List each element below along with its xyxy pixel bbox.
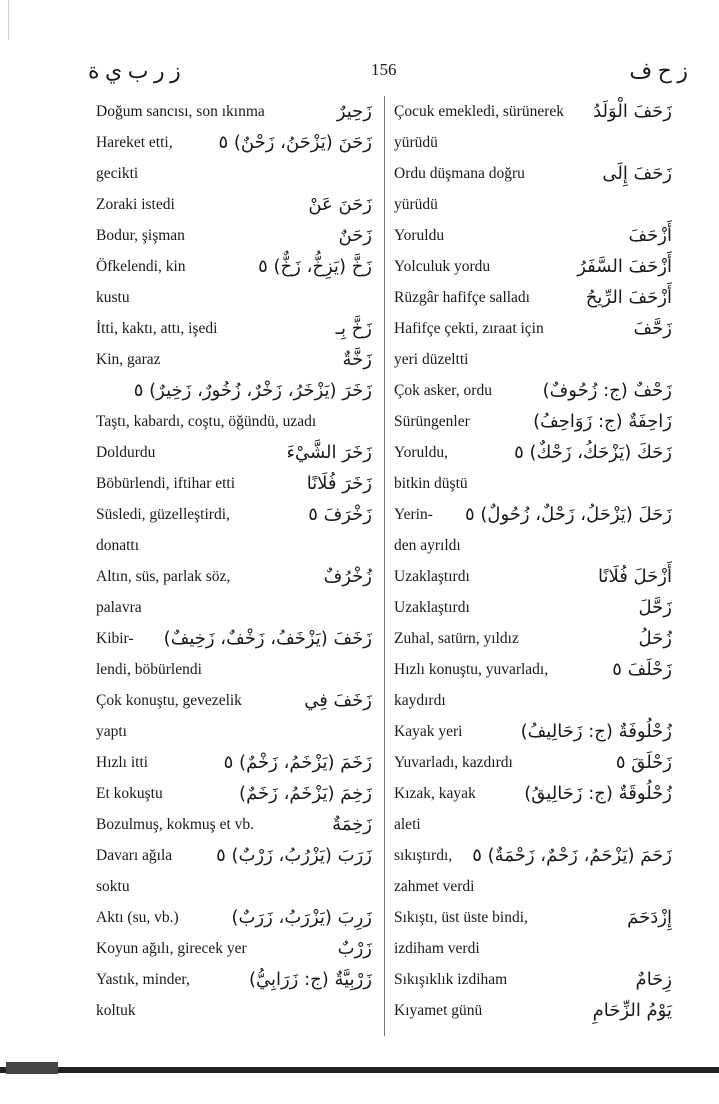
- turkish-definition: Kızak, kayak: [394, 785, 476, 802]
- arabic-headword: زَرَبَ (يَزْرُبُ، زَرْبٌ) ٥: [216, 845, 372, 866]
- turkish-definition: Altın, süs, parlak söz,: [96, 568, 231, 585]
- arabic-headword: زَحَفَ إِلَى: [602, 163, 672, 184]
- arabic-headword: زَخَّ بِـ: [335, 318, 372, 339]
- turkish-definition: lendi, böbürlendi: [96, 661, 202, 678]
- turkish-definition: Aktı (su, vb.): [96, 909, 179, 926]
- arabic-headword: زَخْرَفَ ٥: [308, 504, 372, 525]
- arabic-headword: زَحَّفَ: [633, 318, 672, 339]
- dictionary-entry-row: [394, 716, 672, 747]
- arabic-headword: زَخَّةٌ: [342, 349, 372, 370]
- dictionary-entry-row: [96, 561, 372, 592]
- dictionary-entry-row: [394, 809, 672, 840]
- arabic-headword: زَحَكَ (يَزْحَكُ، زَحْكٌ) ٥: [514, 442, 672, 463]
- turkish-definition: Sıkıştı, üst üste bindi,: [394, 909, 528, 926]
- dictionary-entry-row: [394, 995, 672, 1026]
- turkish-definition: yürüdü: [394, 196, 438, 213]
- arabic-headword: زَاحِفَةٌ (ج: زَوَاحِفُ): [533, 411, 672, 432]
- dictionary-entry-row: [394, 406, 672, 437]
- turkish-definition: Zuhal, satürn, yıldız: [394, 630, 519, 647]
- page-number: 156: [371, 60, 397, 79]
- turkish-definition: gecikti: [96, 165, 139, 182]
- dictionary-entry-row: [394, 189, 672, 220]
- scan-mark: [6, 1062, 58, 1074]
- dictionary-entry-row: [96, 313, 372, 344]
- arabic-headword: أَزْحَفَ الرِّيحُ: [585, 287, 672, 308]
- turkish-definition: Doldurdu: [96, 444, 156, 461]
- turkish-definition: zahmet verdi: [394, 878, 475, 895]
- arabic-headword: زَخَرَ الشَّيْءَ: [286, 442, 372, 463]
- page-header: [88, 58, 688, 88]
- arabic-headword: زِحَامٌ: [635, 969, 672, 990]
- turkish-definition: Öfkelendi, kin: [96, 258, 186, 275]
- turkish-definition: Çok asker, ordu: [394, 382, 492, 399]
- arabic-headword: زَخَّ (يَزِخُّ، زَخٌّ) ٥: [258, 256, 372, 277]
- dictionary-entry-row: [96, 778, 372, 809]
- arabic-headword: زَحْلَقَ ٥: [615, 752, 672, 773]
- turkish-definition: Hızlı itti: [96, 754, 149, 771]
- left-column: [96, 96, 372, 1026]
- turkish-definition: Yuvarladı, kazdırdı: [394, 754, 513, 771]
- dictionary-entry-row: [96, 902, 372, 933]
- turkish-definition: Yolculuk yordu: [394, 258, 491, 275]
- turkish-definition: yürüdü: [394, 134, 438, 151]
- turkish-definition: Doğum sancısı, son ıkınma: [96, 103, 265, 120]
- arabic-headword: أَزْحَلَ فُلَانًا: [597, 566, 672, 587]
- bottom-border: [0, 1067, 719, 1073]
- turkish-definition: Kin, garaz: [96, 351, 161, 368]
- turkish-definition: Yoruldu,: [394, 444, 448, 461]
- turkish-definition: palavra: [96, 599, 142, 616]
- turkish-definition: Yerin-: [394, 506, 433, 523]
- turkish-definition: den ayrıldı: [394, 537, 461, 554]
- arabic-headword: زَخَفَ (يَزْخَفُ، زَخْفٌ، زَخِيفٌ): [163, 628, 372, 649]
- turkish-definition: sıkıştırdı,: [394, 847, 453, 864]
- arabic-headword: زَرِبَ (يَزْرَبُ، زَرَبٌ): [231, 907, 372, 928]
- turkish-definition: Yoruldu: [394, 227, 445, 244]
- dictionary-entry-row: [394, 623, 672, 654]
- arabic-headword: زَرْبِيَّةٌ (ج: زَرَابِيُّ): [248, 969, 372, 990]
- dictionary-entry-row: [96, 530, 372, 561]
- dictionary-entry-row: [96, 685, 372, 716]
- dictionary-entry-row: [394, 437, 672, 468]
- turkish-definition: Uzaklaştırdı: [394, 599, 470, 616]
- dictionary-entry-row: [394, 933, 672, 964]
- arabic-headword: زَحِيرٌ: [336, 101, 372, 122]
- dictionary-entry-row: [394, 964, 672, 995]
- dictionary-entry-row: [96, 654, 372, 685]
- dictionary-entry-row: [394, 499, 672, 530]
- dictionary-entry-row: [394, 654, 672, 685]
- dictionary-entry-row: [394, 375, 672, 406]
- dictionary-entry-row: [96, 96, 372, 127]
- turkish-definition: Et kokuştu: [96, 785, 163, 802]
- turkish-definition: Kıyamet günü: [394, 1002, 483, 1019]
- arabic-headword: زُحْلُوفَةٌ (ج: زَحَالِيفُ): [520, 721, 672, 742]
- turkish-definition: Uzaklaştırdı: [394, 568, 470, 585]
- right-column: [394, 96, 672, 1026]
- arabic-headword: إِزْدَحَمَ: [627, 907, 672, 928]
- turkish-definition: donattı: [96, 537, 140, 554]
- turkish-definition: soktu: [96, 878, 130, 895]
- turkish-definition: Rüzgâr hafifçe salladı: [394, 289, 530, 306]
- turkish-definition: kaydırdı: [394, 692, 446, 709]
- arabic-headword: زُحَلُ: [638, 628, 672, 649]
- turkish-definition: Süsledi, güzelleştirdi,: [96, 506, 230, 523]
- dictionary-entry-row: [394, 871, 672, 902]
- dictionary-entry-row: [96, 344, 372, 375]
- turkish-definition: İtti, kaktı, attı, işedi: [96, 320, 218, 337]
- dictionary-entry-row: [96, 995, 372, 1026]
- turkish-definition: Taştı, kabardı, coştu, öğündü, uzadı: [96, 413, 317, 430]
- arabic-headword: زَخِمَةٌ: [332, 814, 372, 835]
- dictionary-entry-row: [96, 282, 372, 313]
- dictionary-entry-row: [96, 840, 372, 871]
- arabic-headword: أَزْحَفَ: [628, 225, 672, 246]
- dictionary-entry-row: [394, 158, 672, 189]
- arabic-headword: يَوْمُ الزِّحَامِ: [592, 1000, 672, 1021]
- arabic-headword: زُحْلُوقَةٌ (ج: زَحَالِيقُ): [524, 783, 672, 804]
- turkish-definition: Yastık, minder,: [96, 971, 190, 988]
- dictionary-entry-row: [394, 902, 672, 933]
- turkish-definition: Böbürlendi, iftihar etti: [96, 475, 236, 492]
- turkish-definition: Hareket etti,: [96, 134, 173, 151]
- margin-line: [8, 0, 9, 40]
- turkish-definition: Koyun ağılı, girecek yer: [96, 940, 247, 957]
- dictionary-entry-row: [96, 716, 372, 747]
- dictionary-entry-row: [394, 561, 672, 592]
- dictionary-entry-row: [96, 809, 372, 840]
- arabic-headword: زَحْفٌ (ج: زُحُوفٌ): [542, 380, 672, 401]
- arabic-headword: زَحَفَ الْوَلَدُ: [593, 101, 672, 122]
- dictionary-entry-row: [394, 127, 672, 158]
- arabic-headword: زَخَمَ (يَزْخَمُ، زَخْمٌ) ٥: [223, 752, 372, 773]
- dictionary-entry-row: [96, 871, 372, 902]
- dictionary-entry-row: [394, 747, 672, 778]
- dictionary-entry-row: [96, 406, 372, 437]
- column-divider: [384, 96, 385, 1036]
- dictionary-entry-row: [96, 437, 372, 468]
- dictionary-entry-row: [96, 933, 372, 964]
- arabic-headword: زَحَمَ (يَزْحَمُ، زَحْمٌ، زَحْمَةٌ) ٥: [472, 845, 672, 866]
- turkish-definition: Zoraki istedi: [96, 196, 175, 213]
- arabic-headword: زَحَلَ (يَزْحَلُ، زَحْلٌ، زُحُولٌ) ٥: [464, 504, 672, 525]
- arabic-headword: زَحَنَ (يَزْحَنُ، زَحْنٌ) ٥: [218, 132, 372, 153]
- arabic-headword: زَخِمَ (يَزْخَمُ، زَخَمٌ): [239, 783, 372, 804]
- arabic-headword: أَزْحَفَ السَّفَرُ: [577, 256, 672, 277]
- arabic-headword: زَحْلَفَ ٥: [612, 659, 672, 680]
- dictionary-entry-row: [394, 530, 672, 561]
- dictionary-entry-row: [96, 747, 372, 778]
- arabic-headword: زَرْبٌ: [337, 938, 372, 959]
- dictionary-entry-row: [394, 685, 672, 716]
- dictionary-entry-row: [394, 96, 672, 127]
- arabic-headword: زَحَنٌ: [338, 225, 372, 246]
- dictionary-entry-row: [96, 468, 372, 499]
- turkish-definition: bitkin düştü: [394, 475, 468, 492]
- dictionary-entry-row: [96, 375, 372, 406]
- dictionary-entry-row: [394, 313, 672, 344]
- turkish-definition: Bozulmuş, kokmuş et vb.: [96, 816, 255, 833]
- dictionary-entry-row: [394, 840, 672, 871]
- turkish-definition: yeri düzeltti: [394, 351, 469, 368]
- dictionary-entry-row: [96, 127, 372, 158]
- dictionary-entry-row: [96, 499, 372, 530]
- dictionary-entry-row: [394, 592, 672, 623]
- dictionary-entry-row: [394, 251, 672, 282]
- turkish-definition: Çocuk emekledi, sürünerek: [394, 103, 565, 120]
- arabic-headword: زَحَّلَ: [638, 597, 672, 618]
- turkish-definition: izdiham verdi: [394, 940, 480, 957]
- dictionary-entry-row: [96, 251, 372, 282]
- dictionary-entry-row: [394, 282, 672, 313]
- turkish-definition: Kayak yeri: [394, 723, 463, 740]
- arabic-headword: زُخْرُفٌ: [323, 566, 372, 587]
- dictionary-entry-row: [96, 592, 372, 623]
- turkish-definition: aleti: [394, 816, 421, 833]
- header-right-letters: ز ح ف: [629, 58, 688, 83]
- turkish-definition: yaptı: [96, 723, 127, 740]
- arabic-headword: زَخَرَ فُلَانًا: [306, 473, 372, 494]
- arabic-headword: زَحَنَ عَنْ: [308, 194, 372, 215]
- turkish-definition: Kibir-: [96, 630, 134, 647]
- dictionary-entry-row: [96, 158, 372, 189]
- dictionary-entry-row: [96, 964, 372, 995]
- turkish-definition: Hafifçe çekti, zıraat için: [394, 320, 544, 337]
- turkish-definition: Bodur, şişman: [96, 227, 185, 244]
- turkish-definition: kustu: [96, 289, 130, 306]
- turkish-definition: Çok konuştu, gevezelik: [96, 692, 242, 709]
- turkish-definition: Hızlı konuştu, yuvarladı,: [394, 661, 549, 678]
- dictionary-entry-row: [394, 344, 672, 375]
- dictionary-entry-row: [394, 468, 672, 499]
- arabic-headword: زَخَرَ (يَزْخَرُ، زَخْرٌ، زُخُورٌ، زَخِيرٌ) ٥: [133, 380, 372, 401]
- turkish-definition: koltuk: [96, 1002, 136, 1019]
- turkish-definition: Sürüngenler: [394, 413, 470, 430]
- turkish-definition: Ordu düşmana doğru: [394, 165, 525, 182]
- header-left-letters: ز ر ب ي ة: [88, 58, 181, 83]
- dictionary-entry-row: [96, 220, 372, 251]
- dictionary-entry-row: [96, 189, 372, 220]
- dictionary-entry-row: [394, 778, 672, 809]
- turkish-definition: Sıkışıklık izdiham: [394, 971, 508, 988]
- turkish-definition: Davarı ağıla: [96, 847, 173, 864]
- dictionary-entry-row: [394, 220, 672, 251]
- dictionary-entry-row: [96, 623, 372, 654]
- arabic-headword: زَخَفَ فِي: [304, 690, 372, 711]
